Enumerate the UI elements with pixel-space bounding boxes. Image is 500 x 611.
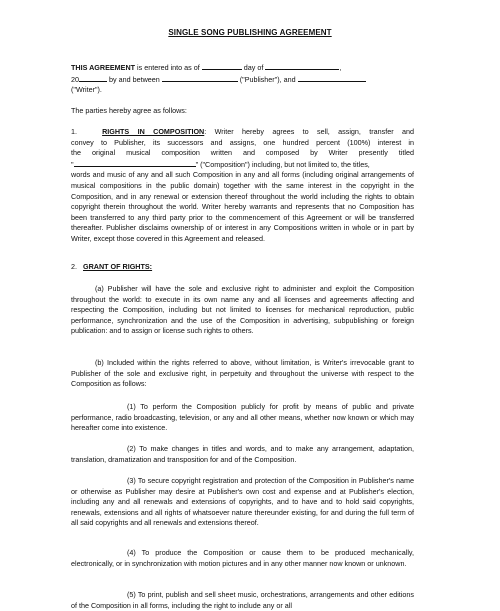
section-1-body: words and music of any and all such Composition in any and all forms (including original arrangements of musical compositions in the public domain) together with the same interest in the copyright in the Composition, and in any renewal or extension thereof throughout the world including the rights to obtain copyright therein throughout the world. Writer hereby warrants and represents that no Composition has been transferred to any third party prior to the commencement of this Agreement or will be transferred thereafter. Publisher disclaims ownership of or interest in any Compositions written in whole or in part by Writer, except those covered in this Agreement and released.: [71, 170, 414, 243]
section-2a: (a) Publisher will have the sole and exclusive right to administer and exploit the Composition throughout the world: to execute in its own name any and all licenses and agreements affecting and respecting the Composition, including but not limited to licenses for mechanical reproduction, public performance, synchronization and the use of the Composition in advertising, subpublishing or foreign publication: and to assign or license such rights to others.: [71, 284, 414, 336]
publisher-blank: [162, 74, 238, 82]
writer-blank: [298, 74, 366, 82]
section-2b-4: (4) To produce the Composition or cause them to be produced mechanically, electronically, or in synchronization with motion pictures and in any other manner now known or unknown.: [71, 548, 414, 568]
document-title: SINGLE SONG PUBLISHING AGREEMENT: [168, 28, 332, 37]
section-1-heading: RIGHTS IN COMPOSITION: [102, 127, 205, 136]
day-blank: [202, 62, 242, 70]
intro-text-1: is entered into as of: [135, 63, 202, 72]
intro-text-3: ,: [339, 63, 342, 72]
intro-text-2: day of: [241, 63, 266, 72]
section-1-text-4: " ("Composition") including, but not limited to, the titles,: [195, 159, 370, 169]
section-1-line-1: [71, 127, 414, 138]
intro-line-1: [71, 62, 414, 74]
month-blank: [265, 62, 342, 72]
section-2-number: 2.: [71, 262, 77, 271]
intro-line-2: [71, 74, 414, 86]
intro-line-3: ("Writer").: [71, 85, 102, 95]
intro-text-4: by and between: [107, 74, 162, 84]
section-2b-2: (2) To make changes in titles and words, and to make any arrangement, adaptation, translation, dramatization and transposition for and of the Composition.: [71, 444, 414, 464]
section-2b-3: (3) To secure copyright registration and protection of the Composition in Publisher's name or otherwise as Publisher may desire at Publisher's own cost and expense and at Publisher's election, including any and all renewals and extensions of copyrights, and to have and to hold said copyrights, renewals, extensions and all rights of whatsoever nature thereunder existing, for and during the full term of all said copyrights and all renewals and extensions thereof.: [71, 476, 414, 528]
intro-lead: THIS AGREEMENT: [71, 63, 136, 72]
section-1-number: 1.: [71, 127, 77, 136]
section-2b-5: (5) To print, publish and sell sheet music, orchestrations, arrangements and other editions of the Composition in all forms, including the right to include any or all: [71, 590, 414, 610]
composition-title-blank: [74, 159, 196, 167]
section-2-heading-line: [71, 262, 414, 273]
intro-paragraph: [71, 62, 414, 96]
section-1-title-line: [71, 159, 414, 171]
section-1-text-3: the original musical composition written and composed by Writer presently titled: [71, 148, 414, 158]
year-blank: [79, 74, 107, 82]
parties-line: The parties hereby agree as follows:: [71, 106, 187, 115]
section-1: [71, 127, 414, 245]
section-1-text-2: convey to Publisher, its successors and assigns, one hundred percent (100%) interest in: [71, 137, 414, 147]
intro-text-5: ("Publisher"), and: [237, 74, 298, 84]
section-1-text-1: : Writer hereby agrees to sell, assign, transfer and: [204, 127, 414, 136]
section-2b-1: (1) To perform the Composition publicly for profit by means of public and private performance, radio broadcasting, television, or any and all other means, whether now known or which may hereafter come into existence.: [71, 402, 414, 433]
year-prefix: 20: [71, 74, 79, 84]
section-2-heading: GRANT OF RIGHTS:: [83, 262, 153, 271]
section-2b: (b) Included within the rights referred to above, without limitation, is Writer's irrevocable grant to Publisher of the sole and exclusive right, in perpetuity and throughout the universe with respect to the Composition as follows:: [71, 358, 414, 389]
title-quote-open: ": [71, 159, 74, 169]
